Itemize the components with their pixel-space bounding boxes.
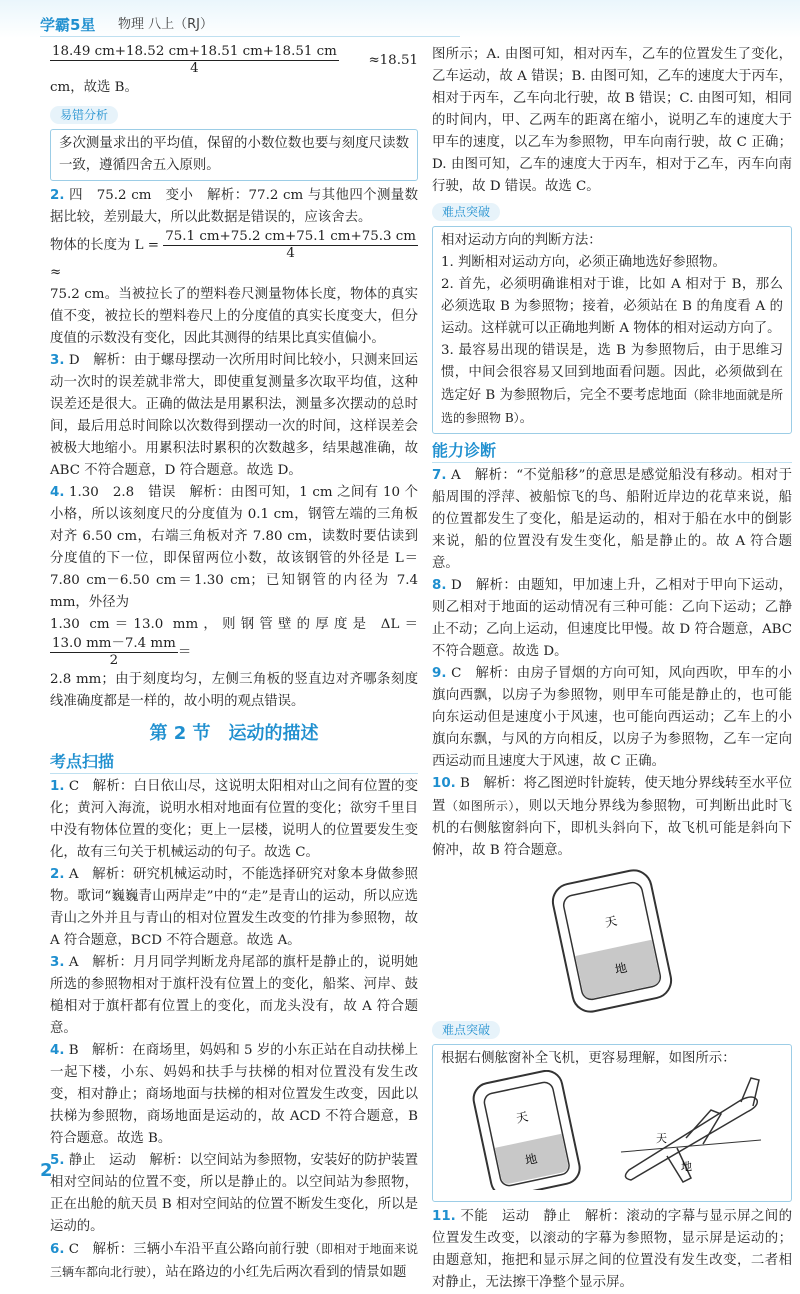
window-figure	[527, 866, 697, 1016]
tag-nandian: 难点突破	[432, 203, 500, 221]
nandian-end: 。	[519, 411, 534, 426]
page-number: 2	[40, 1160, 53, 1181]
numerator: 75.1 cm+75.2 cm+75.1 cm+75.3 cm	[165, 229, 416, 244]
answer-text: 不能 运动 静止 解析：滚动的字幕与显示屏之间的位置发生改变，以滚动的字幕为参照物，显示屏是运动的；由题意知，拖把和显示屏之间的位置没有发生改变，二者相对静止，无法擦干净整个显示屏。	[432, 1209, 792, 1290]
answer-note: （如图所示）	[445, 799, 515, 813]
section-title: 第 2 节 运动的描述	[149, 723, 319, 744]
answer-2	[50, 185, 418, 229]
answer-text: 2.8 mm；由于刻度均匀，左侧三角板的竖直边对齐哪条刻度线准确度都是一样的，故小明的观点错误。	[50, 672, 418, 709]
yicuo-box	[50, 129, 418, 181]
q-num: 2.	[50, 867, 65, 882]
nandian-item	[441, 340, 783, 430]
brand-logo: 学霸5星	[40, 16, 96, 34]
section-kaodian: 考点扫描	[50, 751, 418, 774]
kaodian-3	[50, 952, 418, 1040]
answer-text: C 解析：白日依山尽，这说明太阳相对山之间有位置的变化；黄河入海流，说明水相对地面有位置的变化；欲穷千里目中没有物体位置的变化；更上一层楼，说明人的位置要发生变化，故有三句关于机械运动的句子。故选 C。	[50, 779, 418, 860]
nandian-note: （除非地面就是所选的参照物 B）	[441, 388, 784, 425]
answer-text: 75.2 cm。当被拉长了的塑料卷尺测量物体长度，物体的真实值不变，被拉长的塑料卷尺上的分度值的真实长度变大，但分度值的示数没有变化，因此其测得的结果比真实值偏小。	[50, 287, 418, 346]
answer-4	[50, 482, 418, 614]
nandian-text: 根据右侧舷窗补全飞机，更容易理解，如图所示：	[441, 1051, 736, 1066]
nengli-9	[432, 663, 792, 773]
label-di: 地	[613, 960, 629, 977]
answer-text: B 解析：将乙图逆时针旋转，使天地分界线转至水平位置	[432, 776, 792, 814]
answer-text: ，则以天地分界线为参照物，可判断出此时飞机的右侧舷窗斜向下，即机头斜向下，故飞机可能是斜向下俯冲，故 B 符合题意。	[432, 799, 792, 858]
answer-text: D 解析：由题知，甲加速上升，乙相对于甲向下运动，则乙相对于地面的运动情况有三种可能：乙向下运动；乙静止不动；乙向上运动，但速度比甲慢。故 D 符合题意，ABC 不符合题意。故选 D。	[432, 578, 793, 659]
q-num: 7.	[432, 468, 447, 483]
q-num: 6.	[50, 1242, 65, 1257]
formula-lead: 1.30 cm＝13.0 mm，则钢管壁的厚度是 ΔL＝	[50, 617, 418, 632]
left-column	[50, 44, 418, 1284]
denominator: 4	[190, 61, 199, 76]
answer-text: ，站在路边的小红先后两次看到的情景如题	[152, 1265, 407, 1280]
nengli-11	[432, 1206, 792, 1294]
answer-text: B 解析：在商场里，妈妈和 5 岁的小东正站在自动扶梯上一起下楼，小东、妈妈和扶手与扶梯的相对位置没有发生改变，相对静止；商场地面与扶梯的相对位置发生改变，因此以扶梯为参照物，商场地面是运动的，故 ACD 不符合题意，B 符合题意。故选 B。	[50, 1043, 418, 1146]
answer-text: A 解析：月月同学判断龙舟尾部的旗杆是静止的，说明她所选的参照物相对于旗杆没有位置上的变化，船桨、河岸、鼓槌相对于旗杆都有位置上的变化，而龙头没有，故 A 符合题意。	[50, 955, 418, 1036]
subject-label: 物理 八上（RJ）	[118, 17, 213, 32]
q-num: 3.	[50, 955, 65, 970]
nandian-title: 相对运动方向的判断方法：	[441, 233, 602, 248]
nandian-box-2	[432, 1044, 792, 1202]
label-tian: 天	[514, 1109, 530, 1126]
q-num: 9.	[432, 666, 447, 681]
answer-3	[50, 350, 418, 482]
label-di: 地	[681, 1160, 692, 1173]
formula-line	[50, 44, 418, 99]
q-num: 4.	[50, 485, 65, 500]
formula-line	[50, 614, 418, 669]
answer-text: A 解析：“不觉船移”的意思是感觉船没有移动。相对于船周围的浮萍、被船惊飞的鸟、船附近岸边的花草来说，船的位置都发生了变化，船是运动的，相对于船在水中的倒影来说，船的位置没有发生变化，船是静止的。故 A 符合题意。	[432, 468, 792, 571]
answer-text: D 解析：由于螺母摆动一次所用时间比较小，只测来回运动一次时的误差就非常大，即使重复测量多次取平均值，这种误差还是很大。正确的做法是用累积法，测量多次摆动的总时间，最后用总时间除以次数得到摆动一次的时间，这样误差会被极大地缩小。用累积法时累积的次数越多，结果越准确，故 ABC 不符合题意，D 符合题意。故选 D。	[50, 353, 418, 478]
nandian-item: 1. 判断相对运动方向，必须正确地选好参照物。	[441, 255, 726, 270]
numerator: 18.49 cm+18.52 cm+18.51 cm+18.51 cm	[52, 44, 337, 59]
denominator: 4	[286, 246, 295, 261]
q-num: 4.	[50, 1043, 65, 1058]
page-header	[0, 0, 800, 40]
tag-nandian: 难点突破	[432, 1021, 500, 1039]
header-rule	[40, 36, 460, 37]
nengli-7	[432, 465, 792, 575]
q-num: 1.	[50, 779, 65, 794]
label-di: 地	[523, 1151, 539, 1168]
formula-line	[50, 229, 418, 284]
answer-text: 静止 运动 解析：以空间站为参照物，安装好的防护装置相对空间站的位置不变，所以是静止的。以空间站为参照物，正在出舱的航天员 B 相对空间站的位置不断发生变化，所以是运动的。	[50, 1153, 418, 1234]
label-tian: 天	[603, 913, 619, 930]
yicuo-text: 多次测量求出的平均值，保留的小数位数也要与刻度尺读数一致，遵循四舍五入原则。	[59, 136, 409, 173]
q-num: 2.	[50, 188, 65, 203]
kaodian-4	[50, 1040, 418, 1150]
nengli-10	[432, 773, 792, 862]
fraction	[50, 44, 339, 77]
kaodian-5	[50, 1150, 418, 1238]
nandian-item-text: 3. 最容易出现的错误是，选 B 为参照物后，由于思维习惯，中间会很容易又回到地面看问题。因此，必须做到在选定好 B 为参照物后，完全不要考虑地面	[441, 343, 783, 403]
q-num: 10.	[432, 776, 456, 791]
answer-text: 四 75.2 cm 变小 解析：77.2 cm 与其他四个测量数据比较，差别最大，所以此数据是错误的，应该舍去。	[50, 188, 418, 225]
right-column	[432, 44, 792, 1294]
nandian-box	[432, 226, 792, 434]
kaodian-6	[50, 1238, 418, 1284]
kaodian-1	[50, 776, 418, 864]
q-num: 11.	[432, 1209, 456, 1224]
answer-note: （即相对于地面来说三辆车都向北行驶）	[50, 1242, 418, 1279]
answer-text: 1.30 2.8 错误 解析：由图可知，1 cm 之间有 10 个小格，所以该刻度尺的分度值为 0.1 cm，钢管左端的三角板对齐 6.50 cm，右端三角板对齐 7.80 cm，读数时要估读到分度值的下一位，即保留两位小数，故该钢管的外径是 L＝7.80 cm－6.50 cm＝1.30 cm；已知钢管的内径为 7.4 mm，外径为	[50, 485, 418, 610]
section-nengli: 能力诊断	[432, 440, 792, 463]
label-tian: 天	[656, 1132, 667, 1145]
tag-yicuo: 易错分析	[50, 106, 118, 124]
q-num: 3.	[50, 353, 65, 368]
fraction	[163, 229, 418, 262]
answer-text: A 解析：研究机械运动时，不能选择研究对象本身做参照物。歌词“巍巍青山两岸走”中的“走”是青山的运动，所以应选青山之外并且与青山的相对位置发生改变的竹排为参照物，故 A 符合题意，BCD 不符合题意。故选 A。	[50, 867, 418, 948]
q-num: 8.	[432, 578, 447, 593]
numerator: 13.0 mm－7.4 mm	[52, 636, 176, 651]
approx-sign: ≈	[50, 265, 62, 280]
denominator: 2	[109, 653, 119, 668]
formula-result: ≈18.51 cm，故选 B。	[50, 53, 418, 95]
kaodian-6-cont: 图所示；A. 由图可知，相对丙车，乙车的位置发生了变化，乙车运动，故 A 错误；B. 由图可知，乙车的速度大于丙车，相对于丙车，乙车向北行驶，故 B 错误；C. 由图可知，相同的时间内，甲、乙两车的距离在缩小，说明乙车的速度大于甲车的速度，以乙车为参照物，甲车向南行驶，故 C 正确；D. 由图可知，乙车的速度大于丙车，相对于乙车，丙车向南行驶，故 D 错误。故选 C。	[432, 47, 792, 194]
q-num: 5.	[50, 1153, 65, 1168]
plane-figure	[441, 1070, 781, 1190]
nengli-8	[432, 575, 792, 663]
answer-text: C 解析：三辆小车沿平直公路向前行驶	[68, 1242, 309, 1257]
fraction	[50, 636, 178, 669]
equals-sign: ＝	[177, 645, 192, 660]
nandian-item: 2. 首先，必须明确谁相对于谁，比如 A 相对于 B，那么必须选取 B 为参照物；接着，必须站在 B 的角度看 A 的运动。这样就可以正确地判断 A 物体的相对运动方向了。	[441, 277, 783, 336]
formula-lead: 物体的长度为 L =	[50, 238, 159, 253]
kaodian-2	[50, 864, 418, 952]
answer-text: C 解析：由房子冒烟的方向可知，风向西吹，甲车的小旗向西飘，以房子为参照物，则甲车可能是静止的，也可能向东运动但是速度小于风速，也可能向西运动；乙车上的小旗向东飘，与风的方向相反，以房子为参照物，乙车一定向西运动而且速度大于风速，故 C 正确。	[432, 666, 792, 769]
airplane-icon	[621, 1078, 761, 1182]
